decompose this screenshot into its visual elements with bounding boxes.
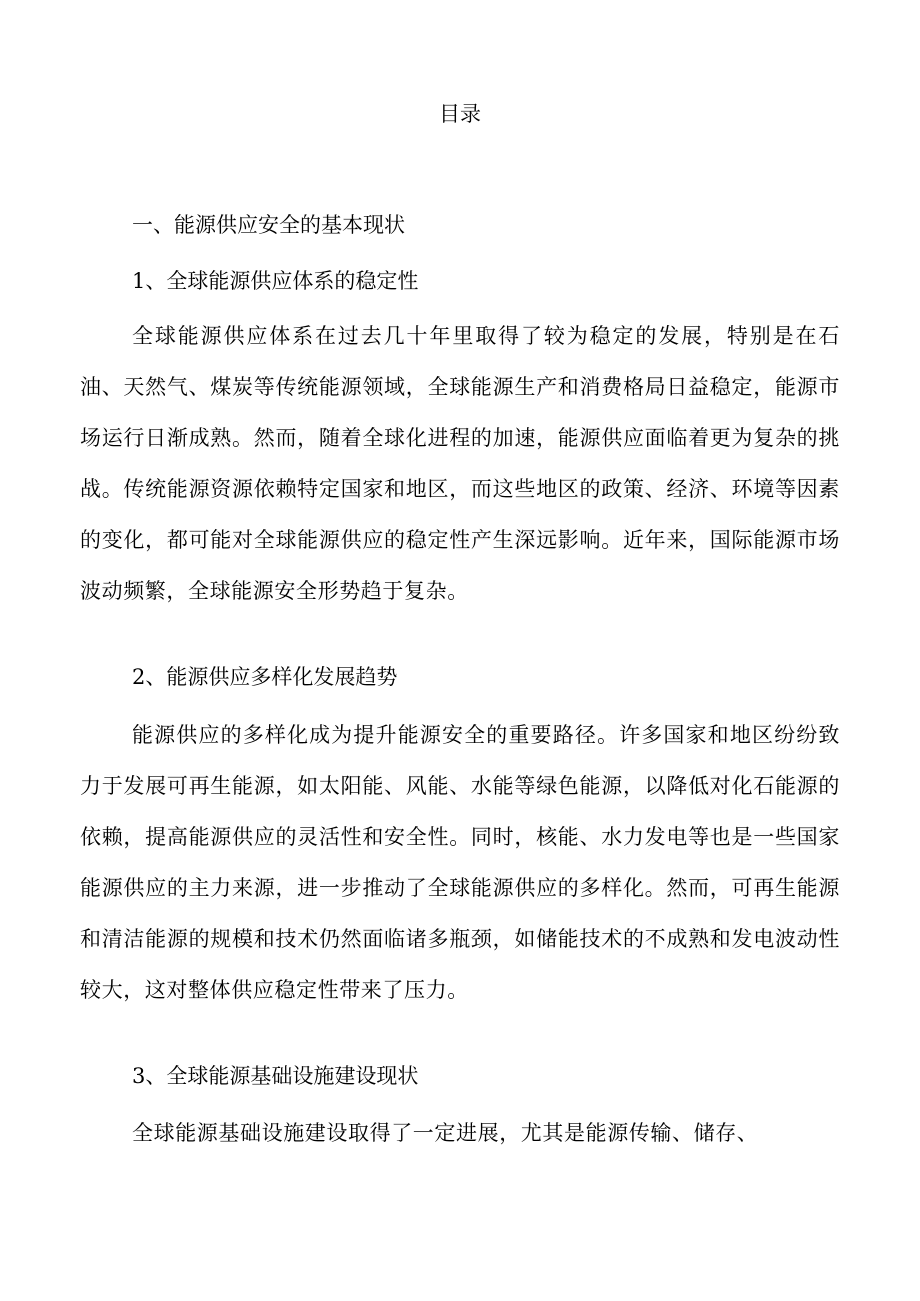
paragraph-2: 能源供应的多样化成为提升能源安全的重要路径。许多国家和地区纷纷致力于发展可再生能源，如太阳能、风能、水能等绿色能源，以降低对化石能源的依赖，提高能源供应的灵活性和安全性。同时，核能、水力发电等也是一些国家能源供应的主力来源，进一步推动了全球能源供应的多样化。然而，可再生能源和清洁能源的规模和技术仍然面临诸多瓶颈，如储能技术的不成熟和发电波动性较大，这对整体供应稳定性带来了压力。 <box>80 723 840 1002</box>
paragraph-1: 全球能源供应体系在过去几十年里取得了较为稳定的发展，特别是在石油、天然气、煤炭等传统能源领域，全球能源生产和消费格局日益稳定，能源市场运行日渐成熟。然而，随着全球化进程的加速，能源供应面临着更为复杂的挑战。传统能源资源依赖特定国家和地区，而这些地区的政策、经济、环境等因素的变化，都可能对全球能源供应的稳定性产生深远影响。近年来，国际能源市场波动频繁，全球能源安全形势趋于复杂。 <box>80 324 840 603</box>
subsection-heading-2: 2、能源供应多样化发展趋势 <box>132 665 398 689</box>
toc-title: 目录 <box>439 102 481 126</box>
section-heading: 一、能源供应安全的基本现状 <box>132 213 405 237</box>
paragraph-3: 全球能源基础设施建设取得了一定进展，尤其是能源传输、储存、 <box>132 1121 759 1145</box>
subsection-heading-1: 1、全球能源供应体系的稳定性 <box>132 269 419 293</box>
subsection-heading-3: 3、全球能源基础设施建设现状 <box>132 1064 419 1088</box>
